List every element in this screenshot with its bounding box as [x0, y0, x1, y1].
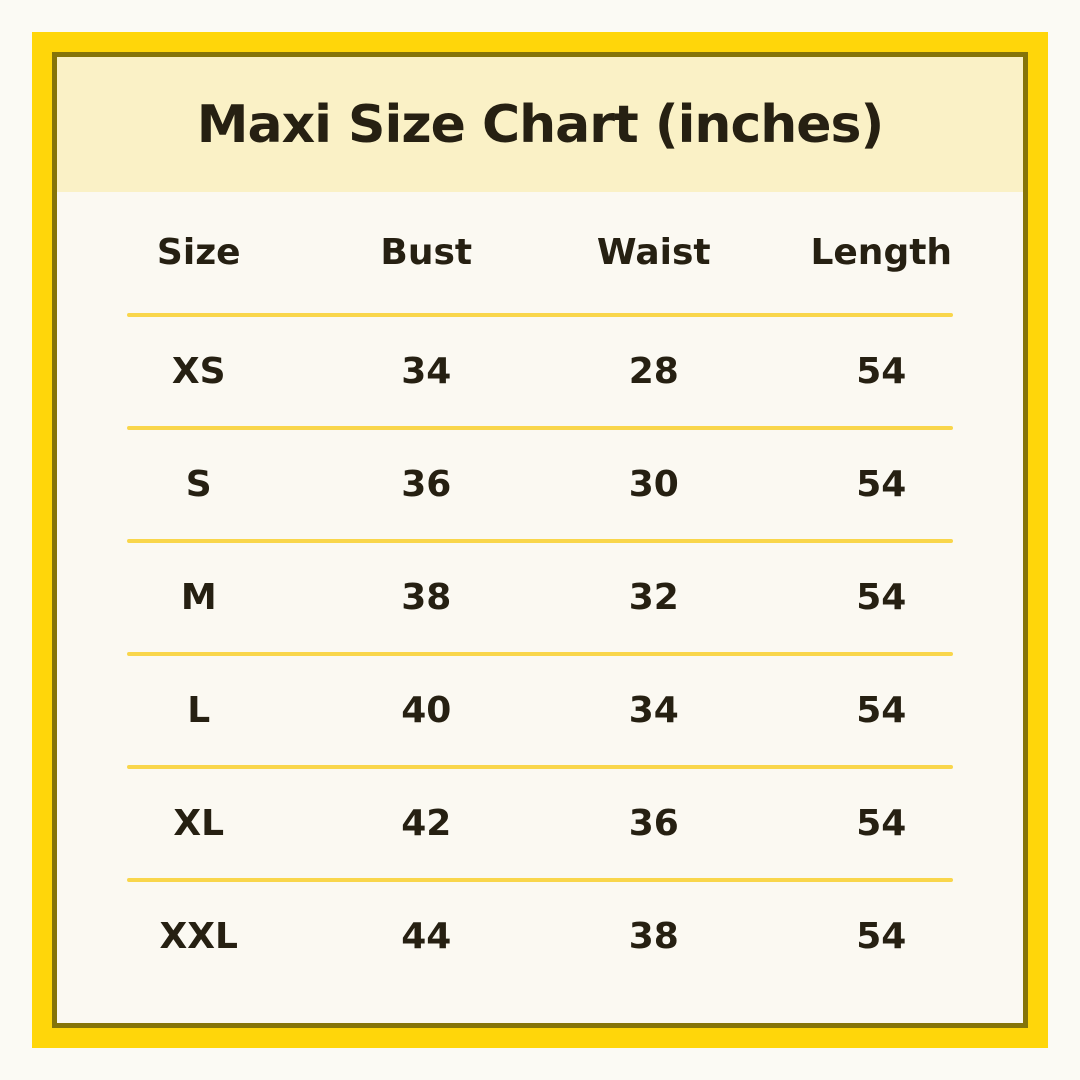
bust-cell: 34 — [401, 351, 452, 392]
size-table — [57, 192, 1023, 1023]
col-header-waist: Waist — [596, 232, 711, 273]
waist-cell: 34 — [628, 690, 679, 731]
chart-card — [52, 52, 1028, 1028]
col-header-size: Size — [156, 232, 241, 273]
length-cell: 54 — [856, 351, 907, 392]
page-title: Maxi Size Chart (inches) — [196, 94, 884, 155]
bust-cell: 44 — [401, 916, 452, 957]
table-row-xxl — [85, 882, 995, 991]
length-cell: 54 — [856, 464, 907, 505]
table-header-row — [85, 192, 995, 313]
title-band — [57, 57, 1023, 192]
size-cell: L — [187, 690, 211, 731]
waist-cell: 38 — [628, 916, 679, 957]
table-row-xl — [85, 769, 995, 878]
size-cell: XS — [171, 351, 226, 392]
waist-cell: 36 — [628, 803, 679, 844]
bust-cell: 36 — [401, 464, 452, 505]
col-header-length: Length — [810, 232, 953, 273]
length-cell: 54 — [856, 577, 907, 618]
size-cell: M — [180, 577, 217, 618]
waist-cell: 28 — [628, 351, 679, 392]
table-row-m — [85, 543, 995, 652]
size-cell: XXL — [159, 916, 238, 957]
col-header-bust: Bust — [380, 232, 473, 273]
waist-cell: 30 — [628, 464, 679, 505]
waist-cell: 32 — [628, 577, 679, 618]
yellow-frame-border — [32, 32, 1048, 1048]
length-cell: 54 — [856, 916, 907, 957]
length-cell: 54 — [856, 803, 907, 844]
bust-cell: 42 — [401, 803, 452, 844]
table-row-s — [85, 430, 995, 539]
table-row-xs — [85, 317, 995, 426]
bust-cell: 40 — [401, 690, 452, 731]
size-cell: XL — [173, 803, 225, 844]
length-cell: 54 — [856, 690, 907, 731]
bust-cell: 38 — [401, 577, 452, 618]
table-row-l — [85, 656, 995, 765]
size-cell: S — [185, 464, 212, 505]
